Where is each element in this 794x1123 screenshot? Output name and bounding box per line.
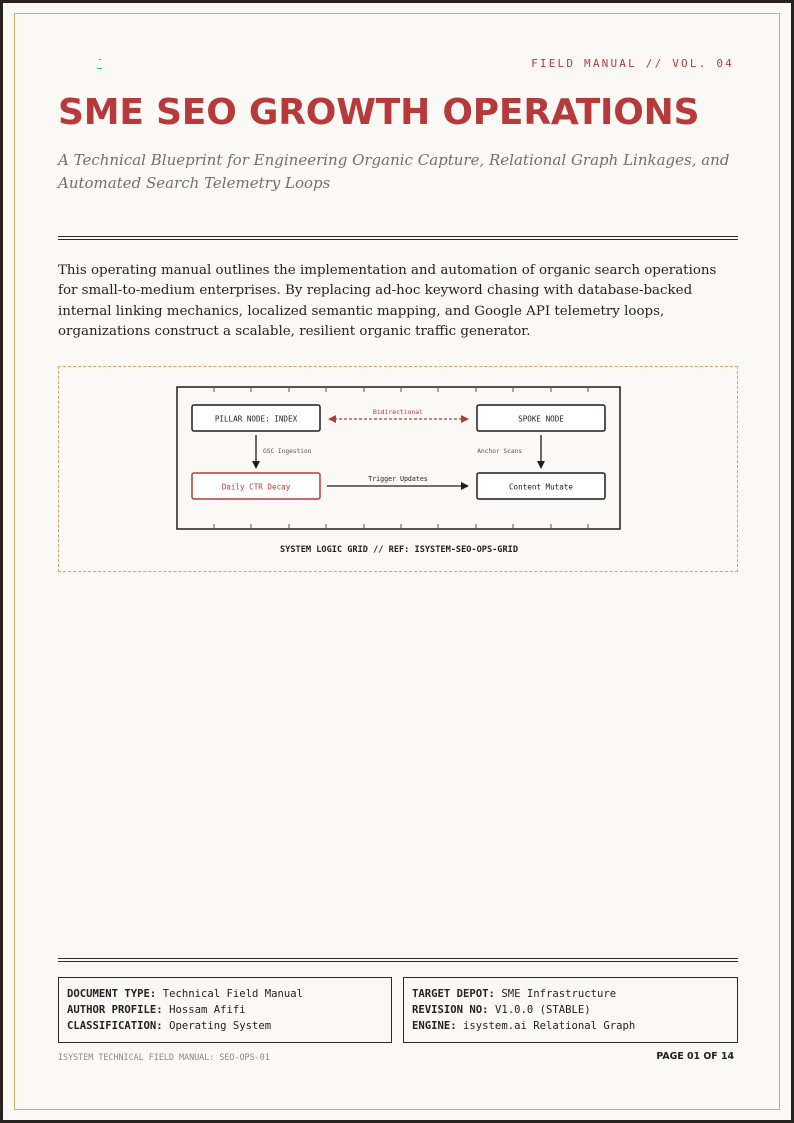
diagram-caption: SYSTEM LOGIC GRID // REF: ISYSTEM-SEO-OPS-GRID [280,545,518,555]
meta-value: SME Infrastructure [501,988,617,1000]
meta-value: isystem.ai Relational Graph [463,1020,636,1032]
meta-key: REVISION NO: [412,1004,489,1016]
meta-key: AUTHOR PROFILE: [67,1004,163,1016]
brand-logo-icon [95,57,105,71]
meta-row [412,986,729,1002]
meta-value: Hossam Afifi [169,1004,246,1016]
intro-paragraph: This operating manual outlines the implementation and automation of organic search operations for small-to-medium enterprises. By replacing ad-hoc keyword chasing with database-backed internal linking mechanics, localized semantic mapping, and Google API telemetry loops, organizations construct a scalable, resilient organic traffic generator. [58,263,717,340]
svg-text:PILLAR NODE: INDEX: PILLAR NODE: INDEX [214,414,298,424]
svg-text:Content Mutate: Content Mutate [508,482,574,492]
meta-value: Technical Field Manual [162,988,304,1000]
meta-key: DOCUMENT TYPE: [67,988,157,1000]
svg-text:Bidirectional: Bidirectional [372,408,424,416]
footer-divider [58,958,738,962]
footer-page-number: PAGE 01 OF 14 [656,1051,734,1062]
svg-text:Daily CTR Decay: Daily CTR Decay [221,482,291,492]
pillar-node [192,405,320,431]
meta-key: CLASSIFICATION: [67,1020,163,1032]
spoke-node [477,405,605,431]
page-title: SME SEO GROWTH OPERATIONS [58,92,700,133]
meta-box-right [403,977,738,1043]
decay-node [192,473,320,499]
meta-value: Operating System [169,1020,272,1032]
meta-row [67,1002,383,1018]
header-divider [58,236,738,240]
system-logic-diagram [176,386,622,531]
page-subtitle: A Technical Blueprint for Engineering Organic Capture, Relational Graph Linkages, and Automated Search Telemetry Loops [58,151,730,192]
svg-text:SPOKE NODE: SPOKE NODE [518,414,564,424]
footer-document-id: ISYSTEM TECHNICAL FIELD MANUAL: SEO-OPS-01 [58,1052,270,1062]
svg-text:Anchor Scans: Anchor Scans [477,448,522,455]
diagram-figure [58,366,738,572]
meta-value: V1.0.0 (STABLE) [494,1004,591,1016]
svg-text:GSC Ingestion: GSC Ingestion [263,448,312,455]
meta-key: ENGINE: [412,1020,457,1032]
document-page [3,3,791,1120]
mutate-node [477,473,605,499]
meta-row [412,1018,729,1034]
volume-label: FIELD MANUAL // VOL. 04 [531,57,734,70]
meta-key: TARGET DEPOT: [412,988,495,1000]
meta-row [67,986,383,1002]
meta-row [67,1018,383,1034]
meta-row [412,1002,729,1018]
meta-box-left [58,977,392,1043]
svg-text:Trigger Updates: Trigger Updates [368,475,428,483]
